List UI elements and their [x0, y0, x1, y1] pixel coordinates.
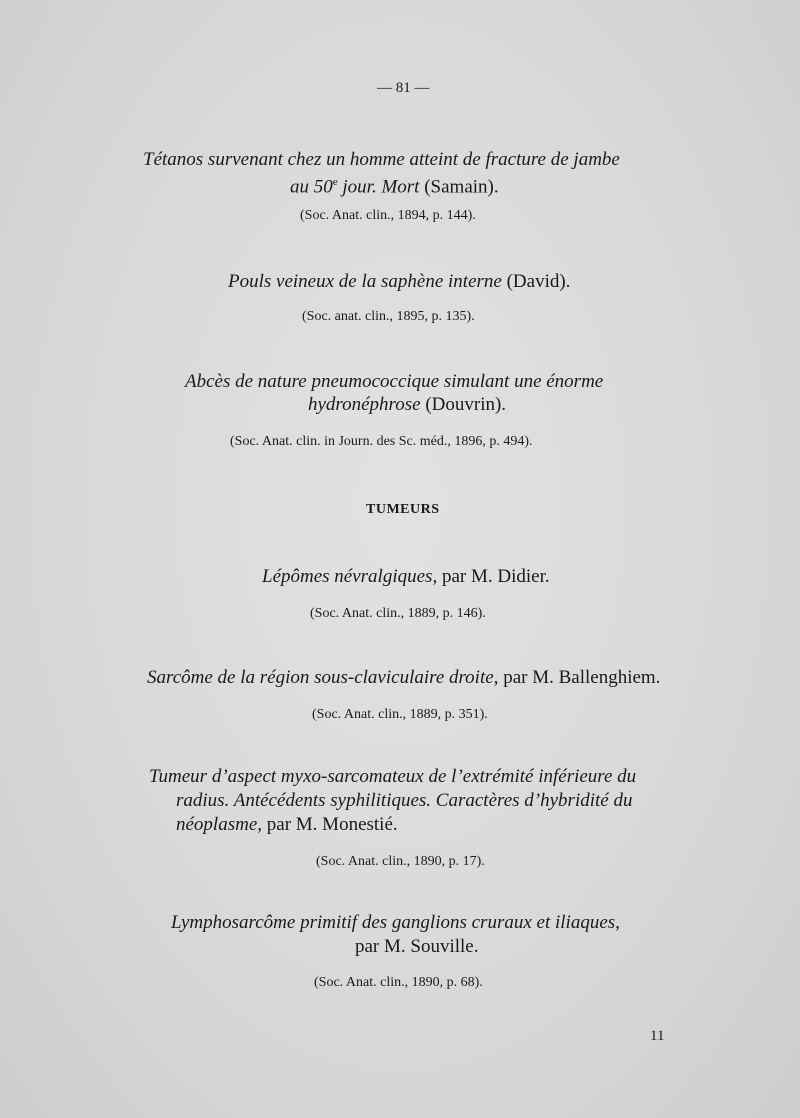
entry-reference: (Soc. Anat. clin., 1889, p. 351). — [312, 707, 488, 722]
entry-title-line: Lépômes névralgiques, par M. Didier. — [262, 566, 550, 587]
entry-title-line: Lymphosarcôme primitif des ganglions cruraux et iliaques, — [171, 912, 620, 933]
signature-mark: 11 — [650, 1028, 665, 1044]
entry-reference: (Soc. Anat. clin. in Journ. des Sc. méd., 1896, p. 494). — [230, 434, 533, 449]
entry-title-line: néoplasme, par M. Monestié. — [176, 814, 398, 835]
entry-title-line: Sarcôme de la région sous-claviculaire droite, par M. Ballenghiem. — [147, 667, 661, 688]
entry-title-line: Abcès de nature pneumococcique simulant une énorme — [185, 371, 604, 392]
section-heading: TUMEURS — [366, 502, 440, 517]
entry-title-line: Tétanos survenant chez un homme atteint de fracture de jambe — [143, 149, 620, 170]
entry-title-line: Pouls veineux de la saphène interne (David). — [228, 271, 571, 292]
entry-title-line: Tumeur d’aspect myxo-sarcomateux de l’extrémité inférieure du — [149, 766, 637, 787]
entry-reference: (Soc. Anat. clin., 1889, p. 146). — [310, 606, 486, 621]
entry-title-line: radius. Antécédents syphilitiques. Caractères d’hybridité du — [176, 790, 633, 811]
entry-reference: (Soc. Anat. clin., 1894, p. 144). — [300, 208, 476, 223]
entry-reference: (Soc. Anat. clin., 1890, p. 68). — [314, 975, 483, 990]
entry-title-line: hydronéphrose (Douvrin). — [308, 394, 507, 415]
page-number: — 81 — — [377, 80, 430, 96]
entry-reference: (Soc. Anat. clin., 1890, p. 17). — [316, 854, 485, 869]
entry-title-line: par M. Souville. — [355, 936, 479, 957]
entry-title-line: au 50e jour. Mort (Samain). — [290, 176, 499, 198]
entry-reference: (Soc. anat. clin., 1895, p. 135). — [302, 309, 475, 324]
